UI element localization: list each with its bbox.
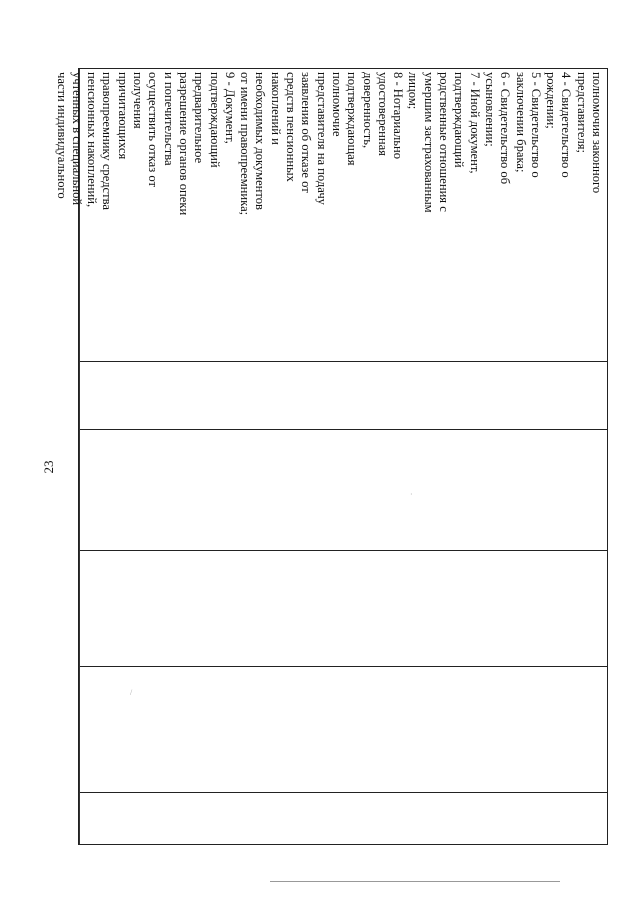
cell-line: доверенность,: [360, 72, 375, 149]
cell-line: полномочие: [329, 72, 344, 137]
cell-line: родственные отношения с: [437, 72, 452, 212]
cell-line: получения: [131, 72, 146, 129]
cell-line: от имени правопреемника;: [238, 72, 253, 216]
page-number: 23: [41, 460, 56, 474]
cell-line: представителя на подачу: [314, 72, 329, 205]
cell-line: подтверждающий: [207, 72, 222, 168]
cell-line: заявления об отказе от: [299, 72, 314, 193]
cell-line: и попечительства: [161, 72, 176, 166]
cell-line: части индивидуального: [54, 72, 69, 199]
cell-line: удостоверенная: [375, 72, 390, 156]
scan-mark: ·: [410, 490, 413, 499]
cell-line: умершим застрахованным: [421, 72, 436, 213]
cell-line: пенсионных накоплений,: [85, 72, 100, 208]
cell-line: 7 - Иной документ,: [467, 72, 482, 174]
cell-line: подтверждающий: [452, 72, 467, 168]
cell-line: причитающихся: [115, 72, 130, 160]
cell-line: 8 - Нотариально: [391, 72, 406, 160]
cell-line: усыновлении;: [482, 72, 497, 147]
cell-line: правопреемнику средства: [100, 72, 115, 211]
cell-line: средств пенсионных: [284, 72, 299, 182]
bottom-rule: [270, 881, 560, 882]
cell-line: необходимых документов: [253, 72, 268, 210]
cell-line: 4 - Свидетельство о: [559, 72, 574, 178]
cell-line: полномочия законного: [590, 72, 604, 194]
cell-line: представителя;: [574, 72, 589, 154]
cell-line: предварительное: [192, 72, 207, 164]
cell-line: учтенных в специальной: [69, 72, 84, 206]
table-divider: [79, 792, 607, 793]
cell-line: осуществить отказ от: [146, 72, 161, 188]
cell-line: накоплений и: [268, 72, 283, 145]
table-divider: [79, 666, 607, 667]
table-divider: [79, 361, 607, 362]
cell-line: 9 - Документ,: [222, 72, 237, 144]
cell-line: разрешение органов опеки: [176, 72, 191, 216]
table-divider: [79, 550, 607, 551]
cell-line: рождении;: [544, 72, 559, 129]
table-cell-text: [54, 72, 604, 242]
scan-mark: /: [130, 688, 133, 697]
cell-line: 5 - Свидетельство о: [528, 72, 543, 178]
cell-line: подтверждающая: [345, 72, 360, 166]
cell-line: заключении брака;: [513, 72, 528, 173]
table-divider: [79, 429, 607, 430]
cell-line: 6 - Свидетельство об: [498, 72, 513, 185]
cell-line: лицом;: [406, 72, 421, 110]
